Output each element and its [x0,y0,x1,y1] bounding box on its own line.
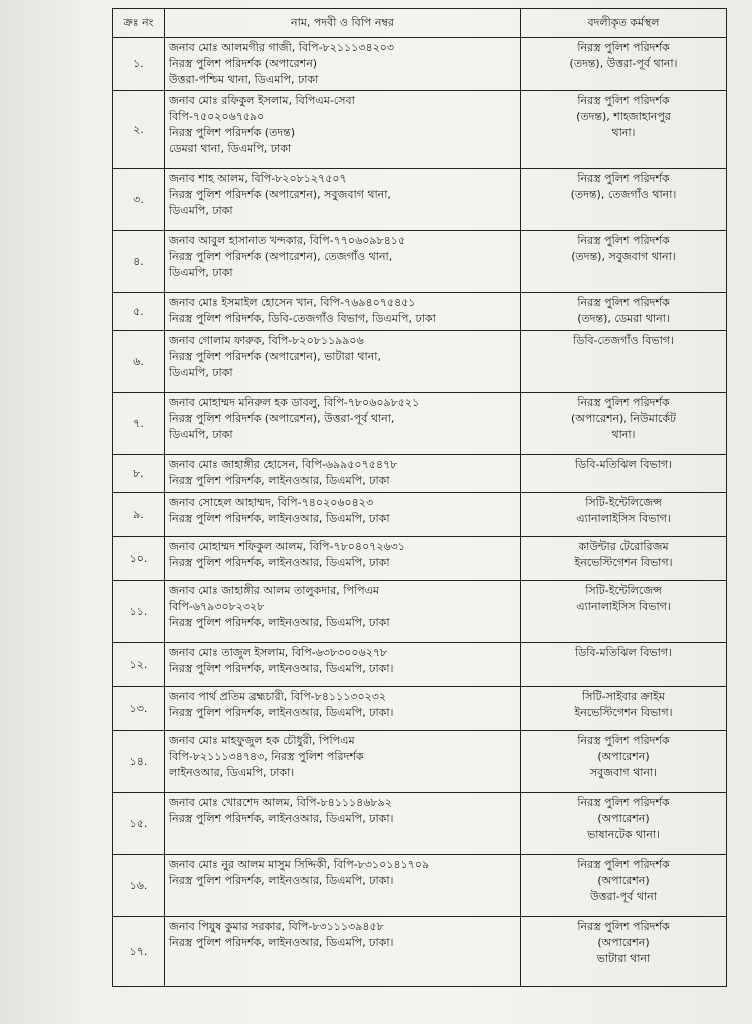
serial-number: ২. [113,91,165,169]
details-line: নিরস্ত্র পুলিশ পরিদর্শক (অপারেশন), তেজগাঁও থানা, [169,250,393,263]
new-posting [521,455,727,493]
serial-number: ১৩. [113,687,165,731]
table-row [113,38,727,91]
new-posting [521,393,727,455]
officer-details [165,293,521,331]
new-posting [521,537,727,581]
details-line: জনাব মোঃ নুর আলম মাসুম সিদ্দিকী, বিপি-৮৩১০১৪১৭০৯ [169,858,430,871]
posting-line: ডিবি-তেজগাঁও বিভাগ। [573,334,674,347]
new-posting [521,91,727,169]
officer-details [165,581,521,643]
posting-line: (অপারেশন) [597,812,650,825]
posting-line: নিরস্ত্র পুলিশ পরিদর্শক [577,234,670,247]
posting-line: নিরস্ত্র পুলিশ পরিদর্শক [577,172,670,185]
serial-number: ১৭. [113,917,165,987]
new-posting [521,581,727,643]
new-posting [521,331,727,393]
posting-line: নিরস্ত্র পুলিশ পরিদর্শক [577,296,670,309]
details-line: বিপি-৬৭৯৩০৮২৩২৮ [169,600,265,613]
officer-details [165,917,521,987]
new-posting [521,687,727,731]
posting-line: নিরস্ত্র পুলিশ পরিদর্শক [577,920,670,933]
posting-line: নিরস্ত্র পুলিশ পরিদর্শক [577,94,670,107]
posting-line: ডিবি-মতিঝিল বিভাগ। [575,458,672,471]
details-line: ডিএমপি, ঢাকা [169,428,233,441]
table-row [113,537,727,581]
table-header-row [113,9,727,38]
new-posting [521,231,727,293]
table-body [113,38,727,987]
officer-details [165,331,521,393]
posting-line: সিটি-সাইবার ক্রাইম [582,690,665,703]
header-name-designation: নাম, পদবী ও বিপি নম্বর [165,9,521,38]
serial-number: ৪. [113,231,165,293]
table-row [113,331,727,393]
serial-number: ১৪. [113,731,165,793]
posting-line: নিরস্ত্র পুলিশ পরিদর্শক [577,796,670,809]
posting-line: (অপারেশন) [597,936,650,949]
posting-line: সিটি-ইন্টেলিজেন্স [585,584,662,597]
posting-line: ডিবি-মতিঝিল বিভাগ। [575,646,672,659]
details-line: নিরস্ত্র পুলিশ পরিদর্শক, ডিবি-তেজগাঁও বিভাগ, ডিএমপি, ঢাকা [169,312,436,325]
details-line: উত্তরা-পশ্চিম থানা, ডিএমপি, ঢাকা [169,73,319,86]
details-line: নিরস্ত্র পুলিশ পরিদর্শক (অপারেশন), উত্তরা-পূর্ব থানা, [169,412,395,425]
details-line: জনাব শাহ আলম, বিপি-৮২০৮১২৭৫০৭ [169,172,347,185]
officer-details [165,793,521,855]
new-posting [521,493,727,537]
posting-line: ভাষানটেক থানা। [587,828,660,841]
posting-line: (তদন্ত), সবুজবাগ থানা। [571,250,676,263]
posting-line: (অপারেশন) [597,750,650,763]
new-posting [521,917,727,987]
officer-details [165,455,521,493]
details-line: জনাব পিযুষ কুমার সরকার, বিপি-৮৩১১১৩৯৪৫৮ [169,920,384,933]
details-line: ডিএমপি, ঢাকা [169,366,233,379]
details-line: জনাব আবুল হাসানাত খন্দকার, বিপি-৭৭০৬০৯৮৪১৫ [169,234,406,247]
details-line: নিরস্ত্র পুলিশ পরিদর্শক (অপারেশন) [169,57,318,70]
transfer-table [112,8,727,987]
posting-line: (তদন্ত), ডেমরা থানা। [577,312,670,325]
posting-line: ইনভেস্টিগেশন বিভাগ। [574,556,673,569]
details-line: ডিএমপি, ঢাকা [169,266,233,279]
serial-number: ৩. [113,169,165,231]
details-line: জনাব পার্থ প্রতিম ব্রহ্মচারী, বিপি-৮৪১১১৩০২৩২ [169,690,387,703]
new-posting [521,643,727,687]
posting-line: (অপারেশন), নিউমার্কেট [571,412,676,425]
posting-line: থানা। [611,428,636,441]
details-line: নিরস্ত্র পুলিশ পরিদর্শক, লাইনওআর, ডিএমপি, ঢাকা [169,474,390,487]
details-line: জনাব মোহাম্মদ মনিরুল হক ডাবলু, বিপি-৭৮০৬০৯৮৫২১ [169,396,420,409]
details-line: নিরস্ত্র পুলিশ পরিদর্শক, লাইনওআর, ডিএমপি, ঢাকা। [169,936,394,949]
details-line: জনাব মোঃ জাহাঙ্গীর আলম তালুকদার, পিপিএম [169,584,380,597]
table-row [113,293,727,331]
details-line: জনাব মোঃ রফিকুল ইসলাম, বিপিএম-সেবা [169,94,355,107]
officer-details [165,855,521,917]
officer-details [165,393,521,455]
posting-line: নিরস্ত্র পুলিশ পরিদর্শক [577,396,670,409]
details-line: লাইনওআর, ডিএমপি, ঢাকা। [169,766,295,779]
table-row [113,91,727,169]
posting-line: সিটি-ইন্টেলিজেন্স [585,496,662,509]
table-row [113,643,727,687]
officer-details [165,38,521,91]
posting-line: ভাটারা থানা [596,952,651,965]
details-line: ডেমরা থানা, ডিএমপি, ঢাকা [169,142,292,155]
details-line: নিরস্ত্র পুলিশ পরিদর্শক, লাইনওআর, ডিএমপি, ঢাকা। [169,662,394,675]
table-row [113,231,727,293]
table-row [113,793,727,855]
posting-line: (তদন্ত), উত্তরা-পূর্ব থানা। [569,57,678,70]
new-posting [521,169,727,231]
details-line: জনাব মোঃ জাহাঙ্গীর হোসেন, বিপি-৬৯৯৫০৭৫৪৭৮ [169,458,398,471]
posting-line: নিরস্ত্র পুলিশ পরিদর্শক [577,734,670,747]
posting-line: উত্তরা-পূর্ব থানা [590,890,657,903]
details-line: নিরস্ত্র পুলিশ পরিদর্শক, লাইনওআর, ডিএমপি, ঢাকা। [169,812,394,825]
details-line: জনাব মোহাম্মদ শফিকুল আলম, বিপি-৭৮০৪০৭২৬৩১ [169,540,405,553]
details-line: নিরস্ত্র পুলিশ পরিদর্শক, লাইনওআর, ডিএমপি, ঢাকা [169,556,390,569]
details-line: জনাব মোঃ খোরশেদ আলম, বিপি-৮৪১১১৪৬৮৯২ [169,796,392,809]
table-row [113,169,727,231]
details-line: নিরস্ত্র পুলিশ পরিদর্শক, লাইনওআর, ডিএমপি, ঢাকা। [169,706,394,719]
serial-number: ৯. [113,493,165,537]
officer-details [165,643,521,687]
table-row [113,731,727,793]
details-line: জনাব মোঃ আলমগীর গাজী, বিপি-৮২১১১৩৪২০৩ [169,41,395,54]
officer-details [165,91,521,169]
officer-details [165,687,521,731]
details-line: জনাব মোঃ ইসমাইল হোসেন খান, বিপি-৭৬৯৪০৭৫৪৫১ [169,296,416,309]
serial-number: ১. [113,38,165,91]
new-posting [521,38,727,91]
table-row [113,393,727,455]
posting-line: (তদন্ত), তেজগাঁও থানা। [570,188,677,201]
header-serial: ক্রঃ নং [113,9,165,38]
serial-number: ৬. [113,331,165,393]
details-line: নিরস্ত্র পুলিশ পরিদর্শক, লাইনওআর, ডিএমপি, ঢাকা [169,512,390,525]
details-line: জনাব সোহেল আহাম্মদ, বিপি-৭৪০২০৬০৪২৩ [169,496,374,509]
posting-line: সবুজবাগ থানা। [589,766,658,779]
new-posting [521,855,727,917]
details-line: নিরস্ত্র পুলিশ পরিদর্শক, লাইনওআর, ডিএমপি, ঢাকা [169,616,390,629]
new-posting [521,793,727,855]
details-line: জনাব গোলাম ফারুক, বিপি-৮২০৮১১৯৯০৬ [169,334,364,347]
serial-number: ১১. [113,581,165,643]
officer-details [165,493,521,537]
posting-line: (তদন্ত), শাহজাহানপুর [576,110,671,123]
posting-line: কাউন্টার টেরোরিজম [578,540,669,553]
details-line: ডিএমপি, ঢাকা [169,204,233,217]
posting-line: (অপারেশন) [597,874,650,887]
table-row [113,493,727,537]
details-line: নিরস্ত্র পুলিশ পরিদর্শক (অপারেশন), ভাটারা থানা, [169,350,381,363]
new-posting [521,293,727,331]
details-line: জনাব মোঃ তাজুল ইসলাম, বিপি-৬৩৮৩০০৬২৭৮ [169,646,388,659]
posting-line: ইনভেস্টিগেশন বিভাগ। [574,706,673,719]
details-line: নিরস্ত্র পুলিশ পরিদর্শক (তদন্ত) [169,126,295,139]
details-line: বিপি-৭৫০২০৬৭৫৯০ [169,110,265,123]
officer-details [165,731,521,793]
header-posting: বদলীকৃত কর্মস্থল [521,9,727,38]
details-line: বিপি-৮২১১১৩৪৭৪৩, নিরস্ত্র পুলিশ পরিদর্শক [169,750,364,763]
serial-number: ৭. [113,393,165,455]
table-row [113,581,727,643]
posting-line: নিরস্ত্র পুলিশ পরিদর্শক [577,858,670,871]
officer-details [165,537,521,581]
table-row [113,687,727,731]
posting-line: এ্যানালাইসিস বিভাগ। [576,600,671,613]
serial-number: ৫. [113,293,165,331]
posting-line: এ্যানালাইসিস বিভাগ। [576,512,671,525]
details-line: নিরস্ত্র পুলিশ পরিদর্শক, লাইনওআর, ডিএমপি, ঢাকা। [169,874,394,887]
officer-details [165,231,521,293]
table-row [113,455,727,493]
details-line: নিরস্ত্র পুলিশ পরিদর্শক (অপারেশন), সবুজবাগ থানা, [169,188,391,201]
details-line: জনাব মোঃ মাহফুজুল হক চৌধুরী, পিপিএম [169,734,355,747]
serial-number: ১০. [113,537,165,581]
posting-line: নিরস্ত্র পুলিশ পরিদর্শক [577,41,670,54]
new-posting [521,731,727,793]
serial-number: ১২. [113,643,165,687]
serial-number: ১৬. [113,855,165,917]
officer-details [165,169,521,231]
table-row [113,855,727,917]
serial-number: ৮. [113,455,165,493]
posting-line: থানা। [611,126,636,139]
table-row [113,917,727,987]
serial-number: ১৫. [113,793,165,855]
